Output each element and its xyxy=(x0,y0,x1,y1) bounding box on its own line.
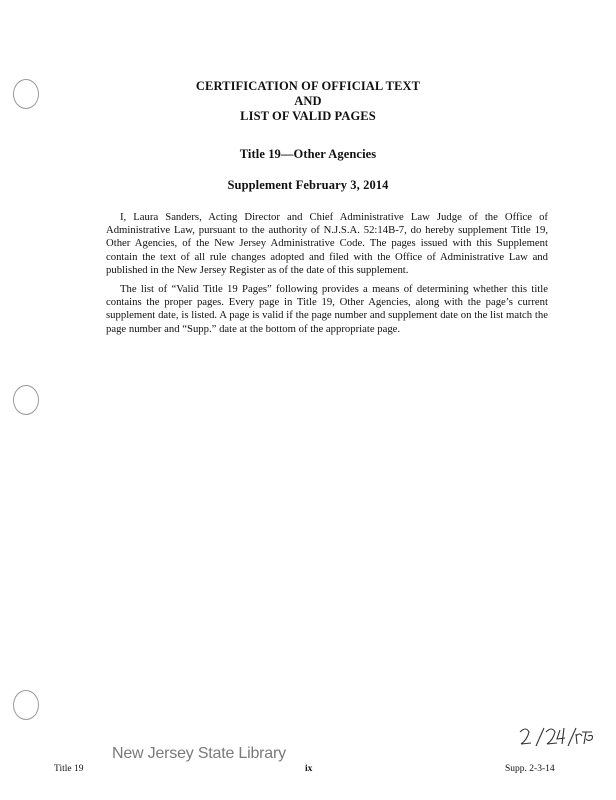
handwritten-signature-icon xyxy=(516,724,596,752)
paragraph-valid-pages: The list of “Valid Title 19 Pages” following provides a means of determining whether this title contains the proper pages. Every page in Title 19, Other Agencies, along with the page’s current supplement date, is listed. A page is valid if the page number and supplement date on the list match the page number and “Supp.” date at the bottom of the appropriate page. xyxy=(106,283,548,335)
punch-hole-middle xyxy=(13,385,39,415)
body-text xyxy=(106,211,548,342)
footer-title: Title 19 xyxy=(54,764,84,774)
title-line-2: AND xyxy=(294,94,322,108)
title-line-3: LIST OF VALID PAGES xyxy=(240,109,376,123)
document-subtitle: Title 19—Other Agencies xyxy=(239,147,377,161)
footer-supplement: Supp. 2-3-14 xyxy=(505,764,555,774)
document-title xyxy=(0,79,616,124)
paragraph-certification: I, Laura Sanders, Acting Director and Chief Administrative Law Judge of the Office of Administrative Law, pursuant to the authority of N.J.S.A. 52:14B-7, do hereby supplement Title 19, Other Agencies, of the New Jersey Administrative Code. The pages issued with this Supplement contain the text of all rule changes adopted and filed with the Office of Administrative Law and published in the New Jersey Register as of the date of this supplement. xyxy=(106,211,548,276)
library-stamp: New Jersey State Library xyxy=(112,745,286,762)
page-number: ix xyxy=(305,764,313,774)
punch-hole-bottom xyxy=(13,690,39,720)
title-line-1: CERTIFICATION OF OFFICIAL TEXT xyxy=(195,79,421,93)
supplement-date: Supplement February 3, 2014 xyxy=(227,178,389,192)
